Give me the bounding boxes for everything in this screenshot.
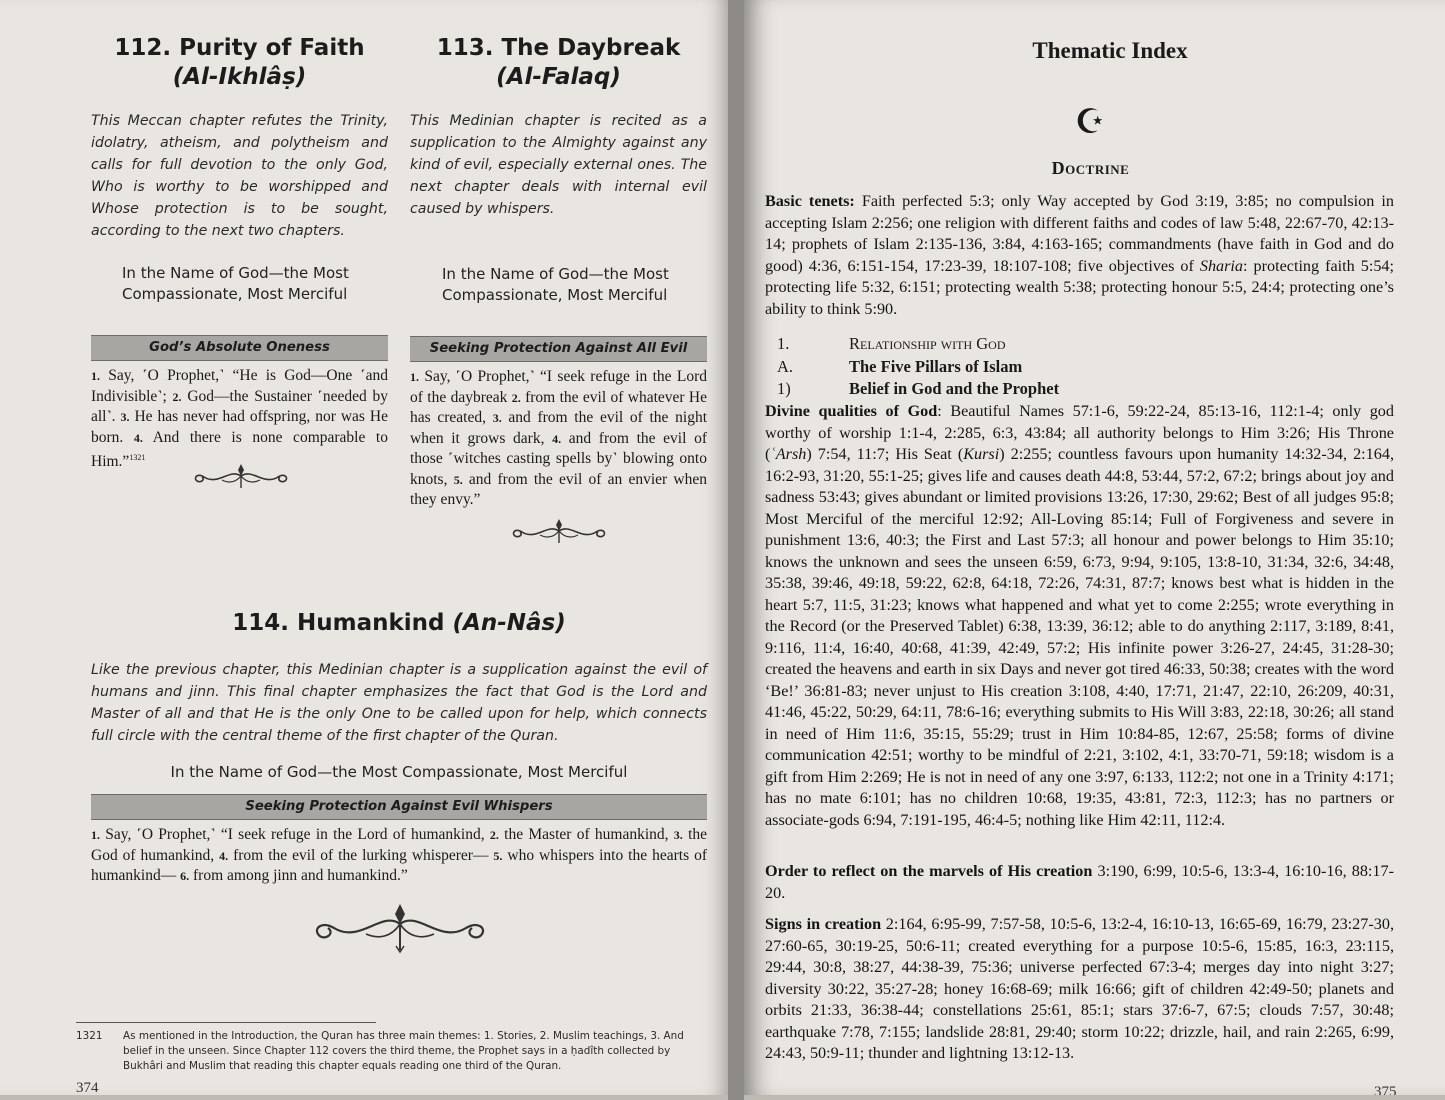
outline-number: A. bbox=[777, 357, 794, 376]
entry-term: ʿArsh bbox=[770, 445, 807, 463]
verse-text: and from the evil of those ˹witches casting spells by˺ blowing onto knots, bbox=[410, 429, 707, 488]
chapter-113-verses bbox=[410, 367, 707, 511]
verse-text: He has never had offspring, nor was He born. bbox=[91, 408, 389, 446]
entry-text: ) 7:54, 11:7; His Seat ( bbox=[806, 445, 964, 463]
index-title: Thematic Index bbox=[1032, 38, 1188, 63]
chapter-112-subtitle: (Al-Ikhlâṣ) bbox=[172, 64, 307, 90]
right-page bbox=[744, 0, 1445, 1095]
chapter-114-subtitle: (An-Nâs) bbox=[452, 610, 566, 636]
entry-text: 3:190, 6:99, 10:5-6, 13:3-4, 16:10-16, 88:17-20. bbox=[765, 862, 1394, 902]
entry-text: ) 2:255; countless favours upon humanity 14:32-34, 2:164, 16:2-93, 31:20, 55:1-25; gives life and causes death 44:8, 53:44, 57:2, 67:2; brings about joy and sadness 53:43; gives abundant or limited provisions 13:26, 17:30, 29:62; Best of all judges 95:8; Most Merciful of the merciful 12:92; All-Loving 85:14; Full of Forgiveness and severe in punishment 13:6, 40:3; the First and Last 57:3; all honour and power belongs to Him 35:10; knows the unknown and sees the unseen 6:59, 6:73, 9:94, 9:105, 13:8-10, 31:34, 32:6, 34:48, 35:38, 39:46, 49:18, 59:22, 62:8, 64:18, 72:26, 74:31, 87:7; knows best what is hidden in the heart 5:7, 11:5, 31:23; knows what happened and what yet to come 2:255; wrote everything in the Record (or the Preserved Tablet) 6:38, 13:39, 36:12; able to do anything 2:117, 3:189, 8:41, 9:116, 11:4, 16:40, 40:68, 41:39, 42:49, 57:2; His infinite power 3:26-27, 24:45, 31:28-30; created the heavens and earth in six Days and never got tired 46:33, 50:38; creates with the word ‘Be!’ 36:81-83; never unjust to His creation 3:108, 4:40, 17:71, 21:47, 22:10, 26:209, 40:31, 41:46, 45:22, 50:29, 64:11, 78:6-16; everything submits to His Will 3:83, 22:18, 30:26; all stand in need of Him 11:6, 35:15, 55:29; trust in Him 10:84-85, 12:67, 25:58; forms of divine communication 42:51; worthy to be mindful of 2:21, 3:102, 4:1, 33:70-71, 59:18; wisdom is a gift from Him 2:269; He is not in need of any one 3:97, 6:133, 112:2; not one in a Trinity 4:171; has no mate 6:101; has no children 10:68, 19:35, 43:81, 72:3, 112:3; has no partners or associate-gods 6:94, 7:191-195, 46:4-5; nothing like Him 42:11, 112:4. bbox=[765, 445, 1394, 829]
verse-text: and from the evil of the night when it grows dark, bbox=[410, 409, 707, 447]
chapter-113-title bbox=[410, 34, 707, 92]
crescent-icon: ☪ bbox=[1074, 102, 1106, 142]
basic-tenets-entry bbox=[765, 191, 1394, 320]
footnote-number: 1321 bbox=[76, 1030, 103, 1042]
verse-number: 4. bbox=[219, 848, 229, 863]
outline-label: Belief in God and the Prophet bbox=[849, 379, 1060, 398]
signs-entry bbox=[765, 914, 1394, 1065]
outline-number: 1. bbox=[777, 334, 790, 353]
chapter-113-intro: This Medinian chapter is recited as a supplication to the Almighty against any kind of evil, especially external ones. The next chapter deals with internal evil caused by whispers. bbox=[410, 113, 707, 217]
verse-text: Say, ˹O Prophet,˺ “I seek refuge in the Lord of the daybreak bbox=[410, 368, 707, 406]
chapter-113-subtitle: (Al-Falaq) bbox=[496, 64, 621, 90]
verse-number: 5. bbox=[453, 472, 463, 487]
ornament-divider-icon bbox=[190, 462, 292, 492]
verse-number: 3. bbox=[492, 411, 502, 425]
entry-term: Sharia bbox=[1199, 256, 1244, 275]
verse-number: 1. bbox=[91, 828, 100, 842]
entry-text: : Beautiful Names 57:1-6, 59:22-24, 85:13-16, 112:1-4; only god worthy of worship 1:1-4, 2:285, 6:3, 43:84; all authority belongs to Him 3:26; His Throne ( bbox=[765, 402, 1394, 463]
chapter-114-intro: Like the previous chapter, this Medinian chapter is a supplication against the evil of humans and jinn. This final chapter emphasizes the fact that God is the Lord and Master of all and that He is the only One to be called upon for help, which connects full circle with the central theme of the first chapter of the Quran. bbox=[91, 662, 707, 744]
entry-text: 2:164, 6:95-99, 7:57-58, 10:5-6, 13:2-4, 16:10-13, 16:65-69, 16:79, 23:27-30, 27:60-65, 30:19-25, 50:6-11; created everything for a purpose 10:5-6, 15:85, 16:3, 23:115, 29:44, 30:8, 38:27, 44:38-39, 75:36; universe perfected 67:3-4; merges day into night 3:27; diversity 30:22, 35:27-28; honey 16:68-69; milk 16:66; gift of children 42:49-50; planets and orbits 21:33, 36:38-44; constellations 25:61, 85:1; stars 37:6-7, 67:5; clouds 7:57, 30:48; earthquake 7:78, 7:155; landslide 28:81, 29:40; storm 10:22; drizzle, hail, and rain 2:265, 6:99, 24:43, 50:9-11; thunder and lightning 13:12-13. bbox=[765, 915, 1394, 1062]
chapter-112-heading: God’s Absolute Oneness bbox=[91, 335, 388, 361]
page-number-left: 374 bbox=[76, 1080, 99, 1095]
outline-item-1-paren bbox=[777, 378, 1377, 400]
chapter-112-intro: This Meccan chapter refutes the Trinity, idolatry, atheism, and polytheism and calls for full devotion to the only God, Who is worthy to be worshipped and Whose protection is to be sought, according to the next two chapters. bbox=[91, 113, 388, 239]
entry-text: Faith perfected 5:3; only Way accepted by God 3:19, 3:85; no compulsion in accepting Islam 2:256; one religion with different faiths and codes of law 5:48, 22:67-70, 42:13-14; prophets of Islam 2:135-136, 3:84, 4:163-165; commandments (have faith in God and do good) 4:36, 6:151-154, 17:23-39, 18:107-108; five objectives of bbox=[765, 192, 1394, 275]
section-heading: Doctrine bbox=[1051, 158, 1130, 178]
entry-label: Basic tenets: bbox=[765, 192, 855, 210]
page-number-right: 375 bbox=[1374, 1084, 1397, 1095]
verse-number: 2. bbox=[489, 828, 499, 842]
entry-label: Signs in creation bbox=[765, 915, 882, 933]
verse-text: and from the evil of an envier when they envy.” bbox=[410, 470, 707, 508]
verse-text: the God of humankind, bbox=[91, 826, 708, 864]
verse-text: the Master of humankind, bbox=[498, 826, 674, 843]
chapter-112-name: 112. Purity of Faith bbox=[114, 35, 365, 61]
verse-number: 4. bbox=[552, 431, 562, 446]
outline-item-1 bbox=[777, 333, 1377, 355]
reflect-entry bbox=[765, 861, 1394, 904]
verse-number: 6. bbox=[180, 869, 190, 883]
entry-label: Divine qualities of God bbox=[765, 402, 938, 420]
footnote bbox=[76, 1029, 708, 1074]
verse-text: from the evil of whatever He has created, bbox=[410, 388, 707, 426]
footnote-text: As mentioned in the Introduction, the Quran has three main themes: 1. Stories, 2. Muslim teachings, 3. And belief in the unseen. Since Chapter 112 covers the third theme, the Prophet says in a ḥadîth collected by Bukhâri and Muslim that reading this chapter equals reading one third of the Quran. bbox=[123, 1030, 684, 1072]
chapter-114-name: 114. Humankind bbox=[232, 610, 445, 636]
entry-term: Kursi bbox=[963, 445, 1000, 463]
verse-number: 3. bbox=[120, 410, 130, 424]
outline-number: 1) bbox=[777, 379, 791, 398]
footnote-rule bbox=[76, 1022, 376, 1023]
chapter-112-verses bbox=[91, 366, 388, 473]
chapter-112-title bbox=[92, 34, 387, 92]
chapter-114-title bbox=[91, 609, 707, 638]
verse-number: 2. bbox=[172, 389, 182, 404]
outline-label: The Five Pillars of Islam bbox=[849, 357, 1023, 376]
verse-text: And there is none comparable to Him.” bbox=[91, 428, 388, 471]
chapter-114-heading: Seeking Protection Against Evil Whispers bbox=[91, 794, 707, 820]
entry-label: Order to reflect on the marvels of His creation bbox=[765, 862, 1093, 880]
chapter-113-bismillah: In the Name of God—the Most Compassionate, Most Merciful bbox=[442, 265, 669, 304]
verse-number: 5. bbox=[493, 848, 503, 863]
chapter-114-bismillah: In the Name of God—the Most Compassionate, Most Merciful bbox=[170, 763, 628, 781]
verse-number: 2. bbox=[511, 390, 521, 405]
ornament-large-icon bbox=[310, 902, 490, 956]
verse-text: Say, ˹O Prophet,˺ “I seek refuge in the Lord of humankind, bbox=[100, 826, 490, 843]
verse-number: 3. bbox=[673, 828, 683, 842]
entry-text: : protecting faith 5:54; protecting life 5:32, 6:151; protecting wealth 5:38; protecting honour 5:5, 24:4; protecting one’s ability to think 5:90. bbox=[765, 256, 1394, 318]
chapter-112-bismillah: In the Name of God—the Most Compassionate, Most Merciful bbox=[122, 264, 349, 303]
verse-text: Say, ˹O Prophet,˺ “He is God—One ˹and Indivisible˺; bbox=[91, 367, 388, 405]
chapter-113-name: 113. The Daybreak bbox=[436, 35, 681, 61]
verse-text: God—the Sustainer ˹needed by all˺. bbox=[91, 387, 388, 425]
verse-number: 1. bbox=[91, 369, 100, 383]
outline-label: Relationship with God bbox=[849, 334, 1006, 353]
chapter-113-heading: Seeking Protection Against All Evil bbox=[410, 336, 707, 362]
verse-text: from among jinn and humankind.” bbox=[189, 867, 408, 884]
chapter-114-verses bbox=[91, 825, 707, 887]
outline-item-a bbox=[777, 356, 1377, 378]
verse-text: from the evil of the lurking whisperer— bbox=[228, 846, 494, 864]
divine-qualities-entry bbox=[765, 401, 1394, 831]
ornament-divider-icon bbox=[508, 517, 610, 547]
book-gutter bbox=[728, 0, 744, 1100]
verse-number: 4. bbox=[133, 430, 143, 445]
footnote-ref: 1321 bbox=[129, 453, 146, 462]
verse-text: who whispers into the hearts of humankind— bbox=[91, 846, 707, 884]
verse-number: 1. bbox=[410, 370, 419, 384]
